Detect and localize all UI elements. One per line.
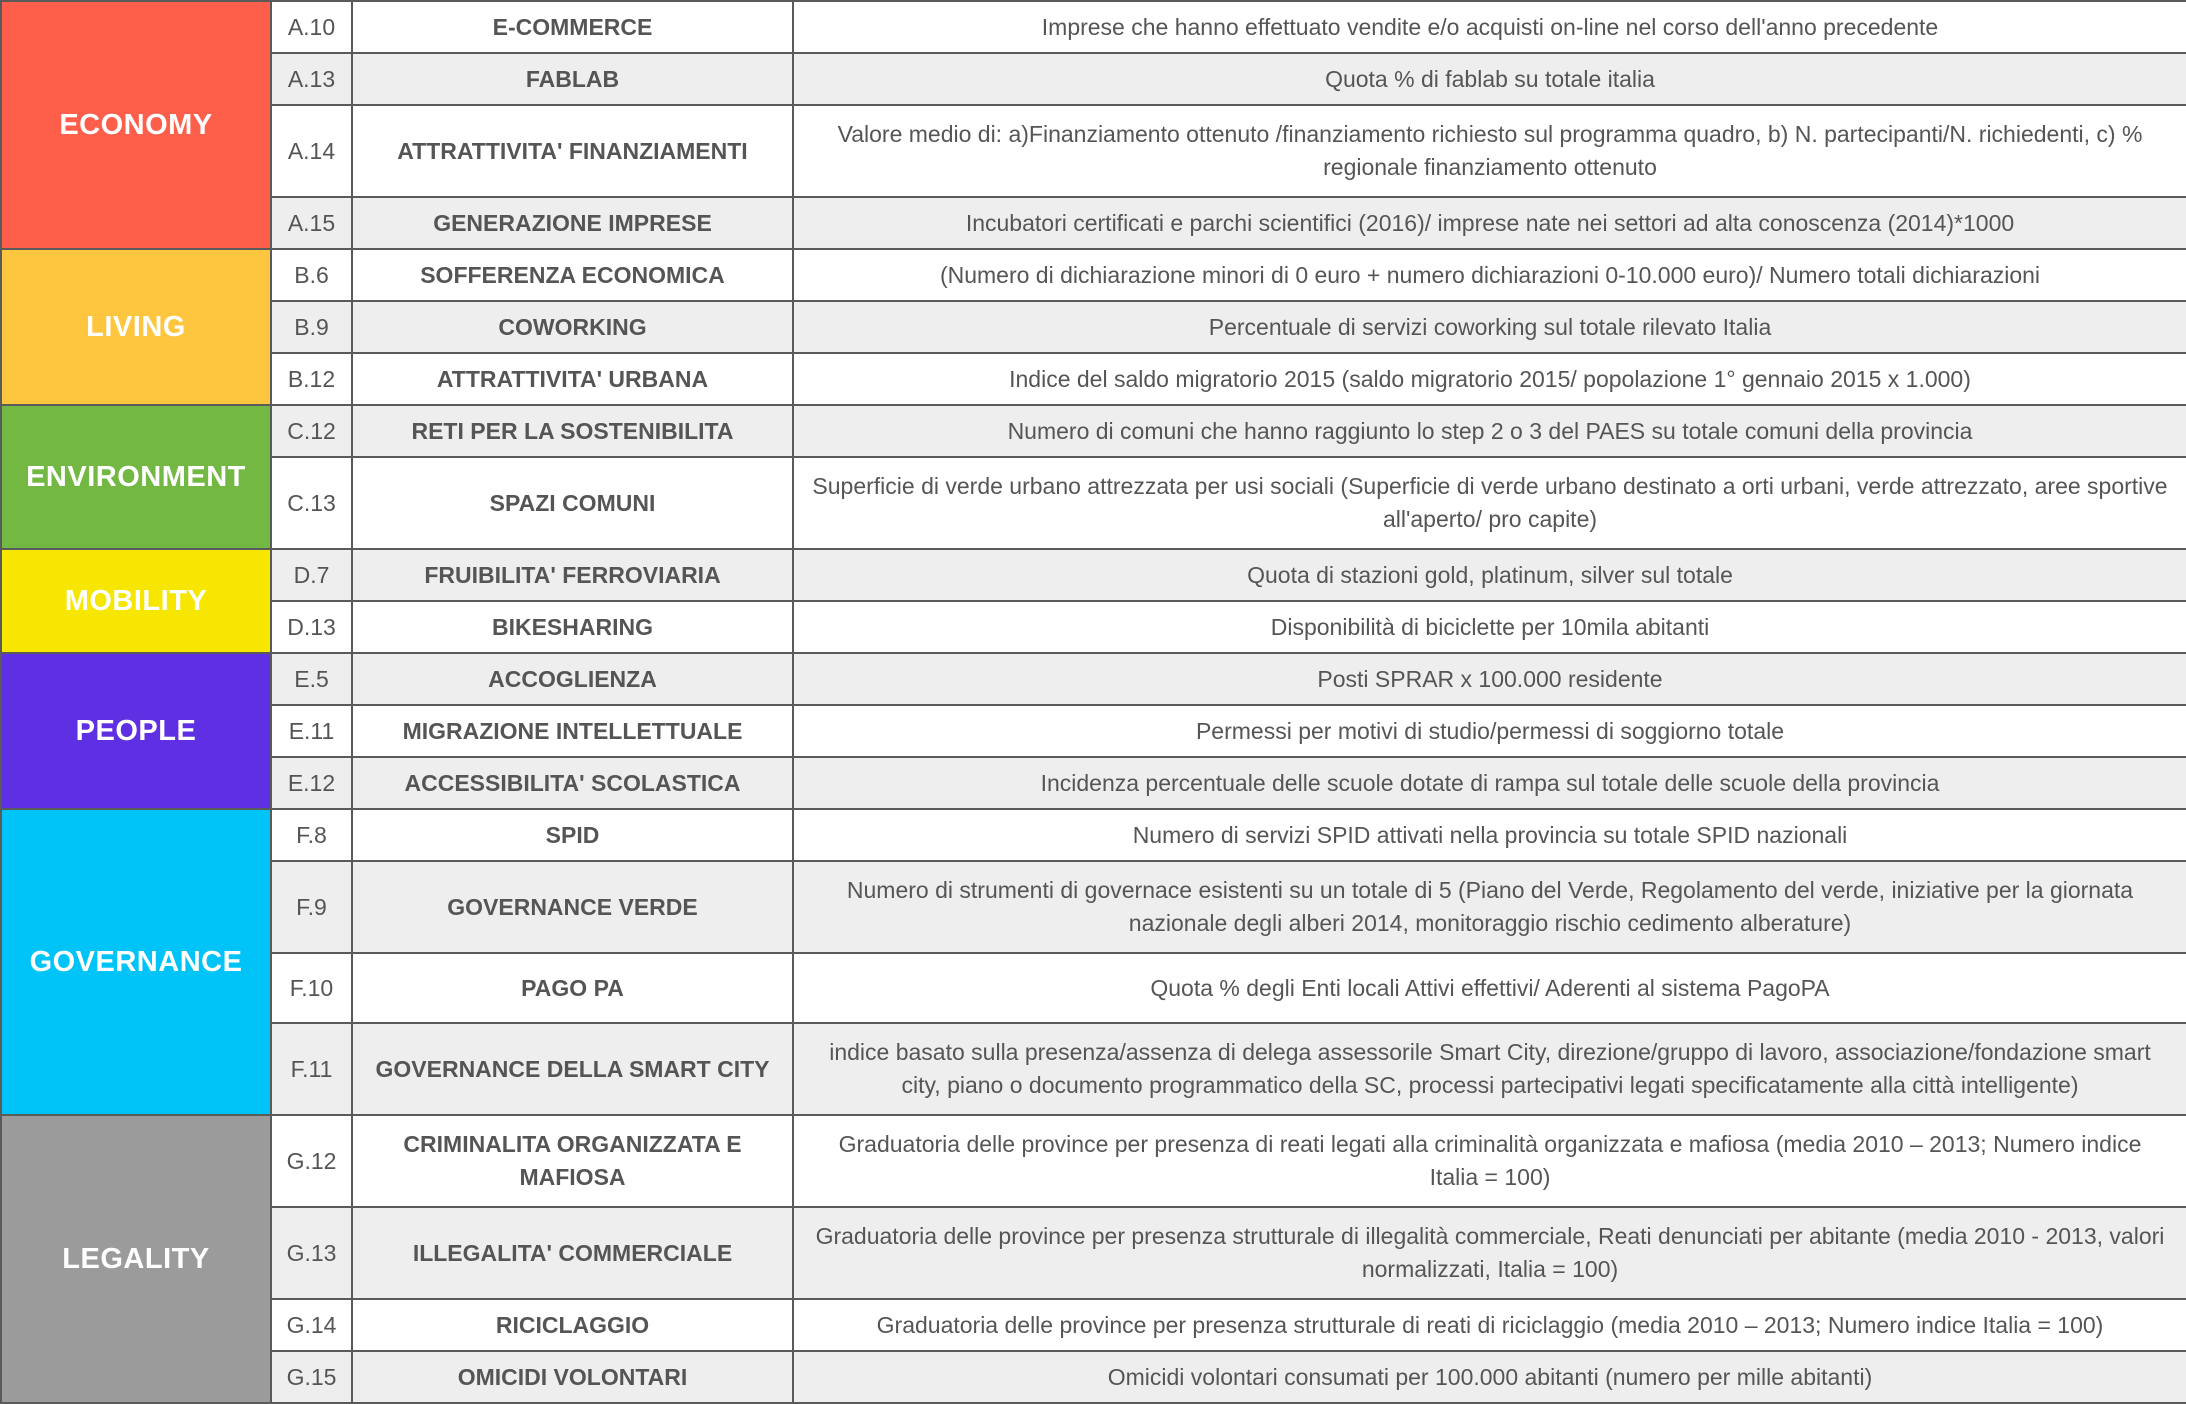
table-row xyxy=(1,549,2186,601)
indicator-code: A.15 xyxy=(271,197,352,249)
indicator-name: E-COMMERCE xyxy=(352,1,793,53)
indicator-name: COWORKING xyxy=(352,301,793,353)
indicator-description: Quota % degli Enti locali Attivi effettivi/ Aderenti al sistema PagoPA xyxy=(793,953,2186,1023)
indicator-description: indice basato sulla presenza/assenza di delega assessorile Smart City, direzione/gruppo di lavoro, associazione/fondazione smart city, piano o documento programmatico della SC, processi partecipativi legati specificatamente alla città intelligente) xyxy=(793,1023,2186,1115)
indicator-name: FABLAB xyxy=(352,53,793,105)
indicator-name: GOVERNANCE DELLA SMART CITY xyxy=(352,1023,793,1115)
indicator-name: RICICLAGGIO xyxy=(352,1299,793,1351)
category-economy: ECONOMY xyxy=(1,1,271,249)
category-legality: LEGALITY xyxy=(1,1115,271,1403)
indicator-description: Omicidi volontari consumati per 100.000 abitanti (numero per mille abitanti) xyxy=(793,1351,2186,1403)
indicator-code: G.12 xyxy=(271,1115,352,1207)
indicator-code: E.5 xyxy=(271,653,352,705)
indicator-code: F.8 xyxy=(271,809,352,861)
indicator-code: C.13 xyxy=(271,457,352,549)
indicator-name: GOVERNANCE VERDE xyxy=(352,861,793,953)
indicator-description: Posti SPRAR x 100.000 residente xyxy=(793,653,2186,705)
indicator-description: Graduatoria delle province per presenza di reati legati alla criminalità organizzata e mafiosa (media 2010 – 2013; Numero indice Italia = 100) xyxy=(793,1115,2186,1207)
table-row xyxy=(1,809,2186,861)
table-row xyxy=(1,301,2186,353)
indicator-description: Quota % di fablab su totale italia xyxy=(793,53,2186,105)
indicator-code: G.13 xyxy=(271,1207,352,1299)
category-living: LIVING xyxy=(1,249,271,405)
table-row xyxy=(1,249,2186,301)
indicator-name: FRUIBILITA' FERROVIARIA xyxy=(352,549,793,601)
indicator-code: A.10 xyxy=(271,1,352,53)
table-row xyxy=(1,105,2186,197)
indicator-name: GENERAZIONE IMPRESE xyxy=(352,197,793,249)
table-row xyxy=(1,1299,2186,1351)
indicator-description: Percentuale di servizi coworking sul totale rilevato Italia xyxy=(793,301,2186,353)
table-row xyxy=(1,601,2186,653)
indicator-name: CRIMINALITA ORGANIZZATA E MAFIOSA xyxy=(352,1115,793,1207)
table-row xyxy=(1,861,2186,953)
indicator-description: (Numero di dichiarazione minori di 0 euro + numero dichiarazioni 0-10.000 euro)/ Numero totali dichiarazioni xyxy=(793,249,2186,301)
category-environment: ENVIRONMENT xyxy=(1,405,271,549)
indicator-name: SOFFERENZA ECONOMICA xyxy=(352,249,793,301)
indicator-description: Quota di stazioni gold, platinum, silver sul totale xyxy=(793,549,2186,601)
indicator-name: BIKESHARING xyxy=(352,601,793,653)
indicator-description: Numero di comuni che hanno raggiunto lo step 2 o 3 del PAES su totale comuni della provincia xyxy=(793,405,2186,457)
indicator-code: A.13 xyxy=(271,53,352,105)
table-row xyxy=(1,197,2186,249)
table-row xyxy=(1,953,2186,1023)
indicator-name: ATTRATTIVITA' FINANZIAMENTI xyxy=(352,105,793,197)
table-row xyxy=(1,1351,2186,1403)
table-row xyxy=(1,353,2186,405)
indicator-code: B.6 xyxy=(271,249,352,301)
indicator-description: Imprese che hanno effettuato vendite e/o acquisti on-line nel corso dell'anno precedente xyxy=(793,1,2186,53)
table-row xyxy=(1,53,2186,105)
indicator-description: Valore medio di: a)Finanziamento ottenuto /finanziamento richiesto sul programma quadro, b) N. partecipanti/N. richiedenti, c) % regionale finanziamento ottenuto xyxy=(793,105,2186,197)
indicator-description: Numero di strumenti di governace esistenti su un totale di 5 (Piano del Verde, Regolamento del verde, iniziative per la giornata nazionale degli alberi 2014, monitoraggio rischio cedimento alberature) xyxy=(793,861,2186,953)
table-row xyxy=(1,705,2186,757)
table-row xyxy=(1,457,2186,549)
indicator-name: ATTRATTIVITA' URBANA xyxy=(352,353,793,405)
indicator-description: Disponibilità di biciclette per 10mila abitanti xyxy=(793,601,2186,653)
indicator-description: Incubatori certificati e parchi scientifici (2016)/ imprese nate nei settori ad alta conoscenza (2014)*1000 xyxy=(793,197,2186,249)
indicator-name: SPID xyxy=(352,809,793,861)
table-row xyxy=(1,653,2186,705)
indicator-description: Graduatoria delle province per presenza strutturale di illegalità commerciale, Reati denunciati per abitante (media 2010 - 2013, valori normalizzati, Italia = 100) xyxy=(793,1207,2186,1299)
indicator-name: PAGO PA xyxy=(352,953,793,1023)
indicator-code: F.11 xyxy=(271,1023,352,1115)
indicator-code: D.7 xyxy=(271,549,352,601)
indicator-description: Superficie di verde urbano attrezzata per usi sociali (Superficie di verde urbano destinato a orti urbani, verde attrezzato, aree sportive all'aperto/ pro capite) xyxy=(793,457,2186,549)
indicator-code: C.12 xyxy=(271,405,352,457)
table-row xyxy=(1,1207,2186,1299)
indicator-code: E.11 xyxy=(271,705,352,757)
indicator-code: F.9 xyxy=(271,861,352,953)
indicator-name: ILLEGALITA' COMMERCIALE xyxy=(352,1207,793,1299)
table-row xyxy=(1,1115,2186,1207)
indicator-name: ACCOGLIENZA xyxy=(352,653,793,705)
category-mobility: MOBILITY xyxy=(1,549,271,653)
indicator-description: Graduatoria delle province per presenza strutturale di reati di riciclaggio (media 2010 – 2013; Numero indice Italia = 100) xyxy=(793,1299,2186,1351)
indicator-code: B.9 xyxy=(271,301,352,353)
category-people: PEOPLE xyxy=(1,653,271,809)
table-row xyxy=(1,757,2186,809)
indicator-code: E.12 xyxy=(271,757,352,809)
indicator-description: Numero di servizi SPID attivati nella provincia su totale SPID nazionali xyxy=(793,809,2186,861)
indicator-name: ACCESSIBILITA' SCOLASTICA xyxy=(352,757,793,809)
indicator-description: Permessi per motivi di studio/permessi di soggiorno totale xyxy=(793,705,2186,757)
indicator-code: F.10 xyxy=(271,953,352,1023)
table-row xyxy=(1,405,2186,457)
indicator-code: B.12 xyxy=(271,353,352,405)
indicator-name: MIGRAZIONE INTELLETTUALE xyxy=(352,705,793,757)
indicator-name: SPAZI COMUNI xyxy=(352,457,793,549)
indicator-name: OMICIDI VOLONTARI xyxy=(352,1351,793,1403)
table-row xyxy=(1,1,2186,53)
indicator-description: Indice del saldo migratorio 2015 (saldo migratorio 2015/ popolazione 1° gennaio 2015 x 1.000) xyxy=(793,353,2186,405)
indicator-code: D.13 xyxy=(271,601,352,653)
indicator-code: G.15 xyxy=(271,1351,352,1403)
indicator-description: Incidenza percentuale delle scuole dotate di rampa sul totale delle scuole della provincia xyxy=(793,757,2186,809)
category-governance: GOVERNANCE xyxy=(1,809,271,1115)
indicator-name: RETI PER LA SOSTENIBILITA xyxy=(352,405,793,457)
table-row xyxy=(1,1023,2186,1115)
indicator-code: A.14 xyxy=(271,105,352,197)
indicator-code: G.14 xyxy=(271,1299,352,1351)
